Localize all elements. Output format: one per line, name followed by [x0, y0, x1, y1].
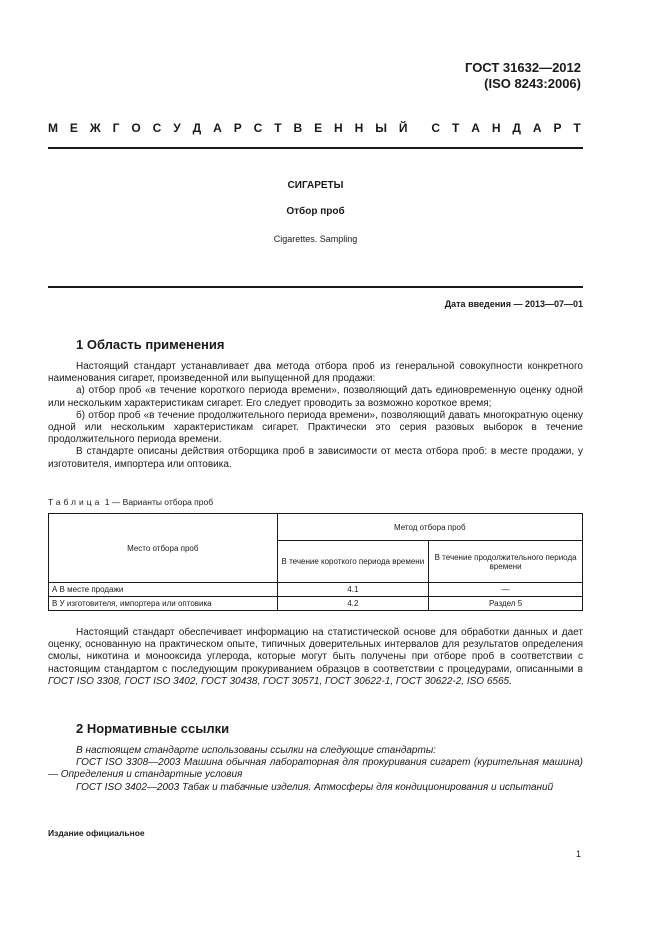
banner-letter: Е: [69, 121, 78, 135]
table-caption-word: Таблица: [48, 497, 103, 507]
top-divider: [48, 147, 583, 149]
scope-statistics-paragraph: [48, 627, 583, 688]
banner-letter: Г: [112, 121, 120, 135]
document-designation: [465, 60, 581, 92]
banner-letter: У: [173, 121, 181, 135]
banner-letter: А: [471, 121, 480, 135]
cell-place: А В месте продажи: [49, 583, 278, 597]
banner-letter: Н: [334, 121, 343, 135]
banner-letter: Р: [233, 121, 242, 135]
page-number: 1: [575, 849, 581, 859]
banner-letter: Д: [512, 121, 521, 135]
cell-short: 4.2: [277, 597, 429, 611]
references-intro: В настоящем стандарте использованы ссылки на следующие стандарты:: [76, 745, 436, 756]
banner-letter: Т: [274, 121, 282, 135]
banner-letter: А: [532, 121, 542, 135]
banner-letter: С: [431, 121, 441, 135]
reference-item: ГОСТ ISO 3402—2003 Табак и табачные изделия. Атмосферы для кондиционирования и испытаний: [76, 781, 554, 793]
title-divider: [48, 286, 583, 288]
header-short-period: В течение короткого периода времени: [277, 541, 429, 583]
iso-code: (ISO 8243:2006): [484, 76, 581, 91]
reference-item: ГОСТ ISO 3308—2003 Машина обычная лабораторная для прокуривания сигарет (курительная машина) — Определения и стандартные условия: [48, 757, 583, 781]
section-1-heading: 1 Область применения: [76, 337, 225, 352]
table-caption-text: 1 — Варианты отбора проб: [104, 497, 214, 507]
introduction-date: Дата введения — 2013—07—01: [444, 299, 583, 309]
cell-long: —: [429, 583, 583, 597]
header-long-period: В течение продолжительного периода времени: [429, 541, 583, 583]
section-1-body: [48, 361, 583, 471]
english-title: Cigarettes. Sampling: [273, 234, 358, 244]
banner-letter: В: [293, 121, 303, 135]
paragraph: Настоящий стандарт устанавливает два метода отбора проб из генеральной совокупности конкретного наименования сигарет, произведенной или выпущенной для продажи:: [48, 361, 583, 385]
table-row: [49, 583, 583, 597]
referenced-standards: ГОСТ ISO 3308, ГОСТ ISO 3402, ГОСТ 30438, ГОСТ 30571, ГОСТ 30622-1, ГОСТ 30622-2, ISO 6565.: [48, 675, 512, 687]
cell-place: В У изготовителя, импортера или оптовика: [49, 597, 278, 611]
banner-letter: Р: [553, 121, 562, 135]
cell-long: Раздел 5: [429, 597, 583, 611]
paragraph: В стандарте описаны действия отборщика проб в зависимости от места отбора проб: в месте продажи, у изготовителя, импортера или оптовика.: [48, 446, 583, 470]
header-method: Метод отбора проб: [277, 514, 582, 541]
banner-letter: Т: [573, 121, 581, 135]
table-header-row: [49, 514, 583, 541]
official-edition-note: Издание официальное: [48, 828, 145, 838]
cell-short: 4.1: [277, 583, 429, 597]
banner-letter: Н: [354, 121, 364, 135]
interstate-standard-banner: [48, 121, 581, 135]
banner-letter: Е: [314, 121, 323, 135]
banner-letter: С: [152, 121, 162, 135]
banner-letter: М: [48, 121, 58, 135]
banner-letter: Ж: [89, 121, 101, 135]
banner-letter: Ы: [375, 121, 387, 135]
banner-letter: А: [213, 121, 222, 135]
sampling-variants-table: [48, 513, 583, 611]
banner-letter: Д: [192, 121, 202, 135]
banner-letter: Й: [398, 121, 408, 135]
section-2-heading: 2 Нормативные ссылки: [76, 721, 230, 736]
gost-code: ГОСТ 31632—2012: [465, 60, 581, 75]
document-title: СИГАРЕТЫ: [287, 180, 344, 191]
document-subtitle: Отбор проб: [286, 206, 345, 217]
table-caption: [48, 497, 213, 507]
section-2-body: [48, 745, 583, 794]
banner-letter: С: [253, 121, 263, 135]
table-row: [49, 597, 583, 611]
banner-letter: О: [131, 121, 141, 135]
paragraph: а) отбор проб «в течение короткого периода времени», позволяющий дать единовременную оценку одной или нескольким характеристикам сигарет. Его следует проводить за возможно короткое время;: [48, 385, 583, 409]
banner-letter: Н: [491, 121, 501, 135]
paragraph: б) отбор проб «в течение продолжительного периода времени», позволяющий давать многократную оценку одной или нескольким характеристикам сигарет. Практически это серия разовых выборок в течение продолжительного периода времени.: [48, 409, 583, 446]
header-place: Место отбора проб: [49, 514, 278, 583]
banner-letter: Т: [451, 121, 460, 135]
paragraph-text: Настоящий стандарт обеспечивает информацию на статистической основе для обработки данных и дает оценку, основанную на практическом опыте, типичных доверительных интервалов для результатов определения смолы, никотина и монооксида углерода, которые могут быть получены при отборе проб в соответствии с настоящим стандартом с последующим прокуриванием образцов в соответствии с процедурами, описанными в: [48, 627, 583, 675]
